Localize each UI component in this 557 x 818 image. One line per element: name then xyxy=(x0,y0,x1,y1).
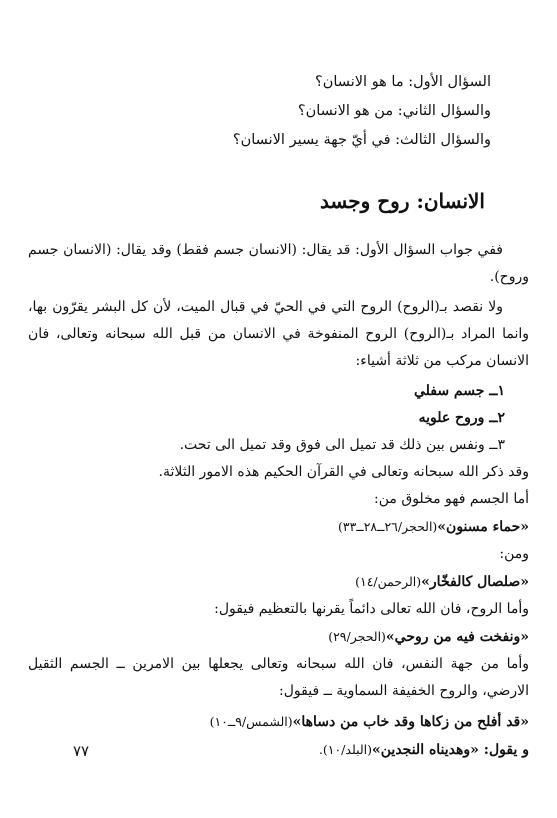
verse-4 xyxy=(28,708,529,736)
verse-3-text: «ونفخت فيه من روحي» xyxy=(385,629,529,645)
body-intro: أما الجسم فهو مخلوق من: xyxy=(374,491,529,507)
verse-3-ref: (الحجر/٢٩) xyxy=(328,629,386,644)
section-heading: الانسان: روح وجسد xyxy=(319,189,485,213)
verse-3 xyxy=(28,623,529,651)
verse-5 xyxy=(28,736,529,764)
spirit-intro: وأما الروح، فان الله تعالى دائماً يقرنها بالتعظيم فيقول: xyxy=(214,601,529,617)
verse-5-text: «وهديناه النجدين» xyxy=(372,742,479,758)
list-item-spirit: ٢ــ وروح علويه xyxy=(418,410,505,426)
verse-2-text: «صلصال كالفخّار» xyxy=(421,574,529,590)
question-3: والسؤال الثالث: في أيّ جهة يسير الانسان؟ xyxy=(232,132,491,148)
verse-1-text: «حماء مسنون» xyxy=(437,519,529,535)
list-item-body: ١ــ جسم سفلي xyxy=(413,383,505,399)
paragraph-spirit-meaning: ولا نقصد بـ(الروح) الروح التي في الحيّ في قبال الميت، لأن كل البشر يقرّون بها، وانما المراد بـ(الروح) الروح المنفوخة في الانسان من قبل الله سبحانه وتعالى، فان الانسان مركب من ثلاثة أشياء: xyxy=(28,299,529,369)
quran-note: وقد ذكر الله سبحانه وتعالى في القرآن الحكيم هذه الامور الثلاثة. xyxy=(158,464,529,480)
verse-5-prefix: و يقول: xyxy=(478,742,529,758)
soul-paragraph: وأما من جهة النفس، فان الله سبحانه وتعالى يجعلها بين الامرين ــ الجسم الثقيل الارضي، والروح الخفيفة السماوية ــ فيقول: xyxy=(28,656,529,699)
verse-4-ref: (الشمس/٩ــ١٠) xyxy=(209,714,293,729)
verse-2 xyxy=(28,568,529,596)
paragraph-first-answer: ففي جواب السؤال الأول: قد يقال: (الانسان جسم فقط) وقد يقال: (الانسان جسم وروح). xyxy=(28,242,529,285)
verse-5-ref: (البلد/١٠). xyxy=(318,742,373,757)
page-number: ٧٧ xyxy=(73,742,90,760)
verse-2-ref: (الرحمن/١٤) xyxy=(355,574,422,589)
verse-4-text: «قد أفلح من زكاها وقد خاب من دساها» xyxy=(292,714,529,730)
verse-1 xyxy=(28,513,529,541)
question-2: والسؤال الثاني: من هو الانسان؟ xyxy=(297,103,491,119)
wa-min: ومن: xyxy=(499,546,529,562)
page-content xyxy=(28,68,529,764)
verse-1-ref: (الحجر/٢٦ــ٢٨ــ٣٣) xyxy=(338,519,438,534)
list-item-soul: ٣ــ ونفس بين ذلك قد تميل الى فوق وقد تميل الى تحت. xyxy=(179,437,505,453)
question-1: السؤال الأول: ما هو الانسان؟ xyxy=(315,74,491,90)
